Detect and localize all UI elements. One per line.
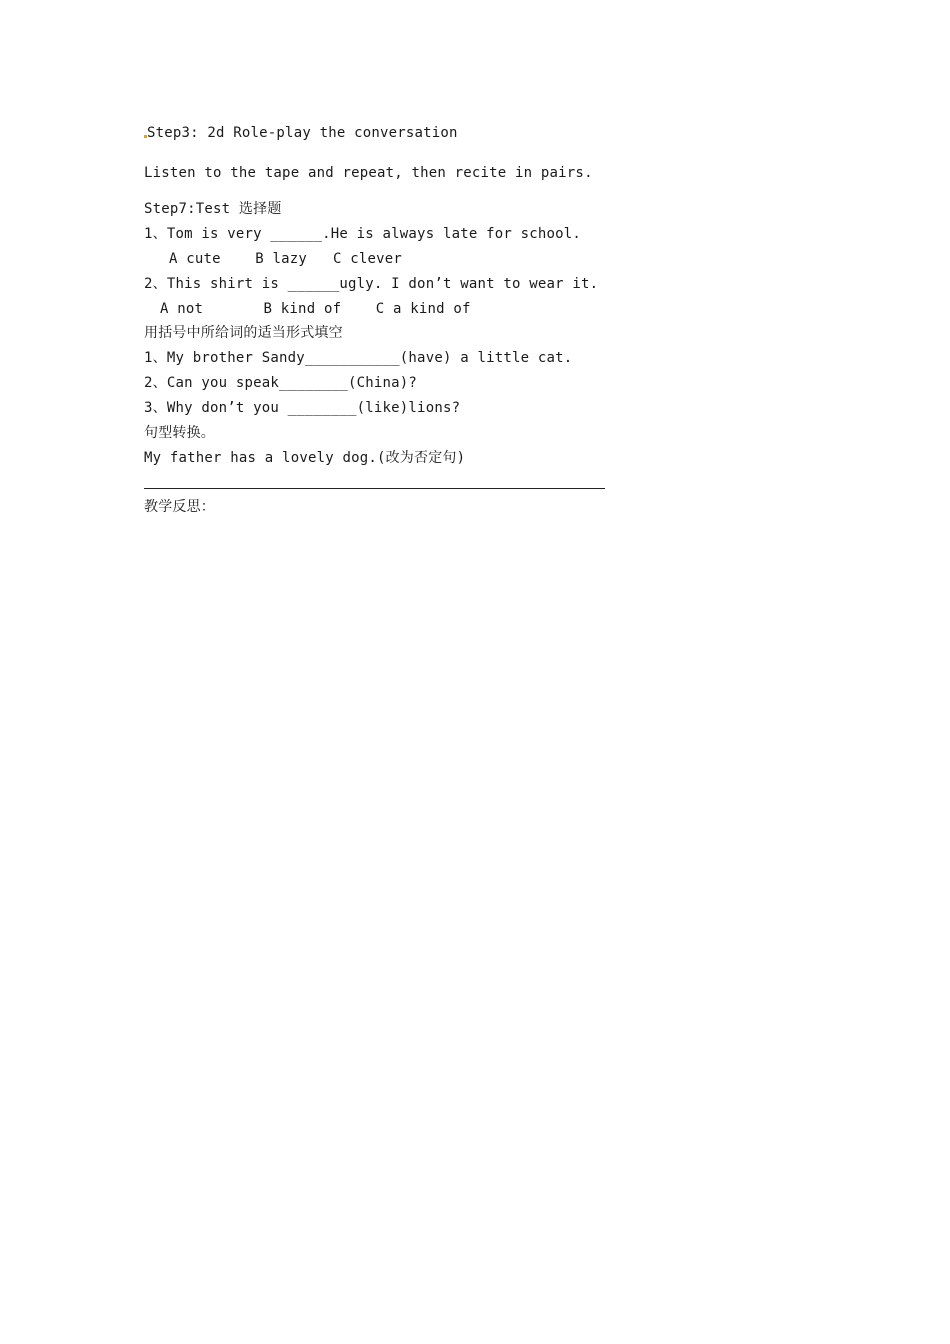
choice-question-1: 1、Tom is very ______.He is always late for school. <box>144 226 582 242</box>
fill-question-1: 1、My brother Sandy___________(have) a little cat. <box>144 350 573 366</box>
reflection-label: 教学反思： <box>144 499 215 515</box>
choice-options-1: A cute B lazy C clever <box>169 251 402 267</box>
fill-question-3: 3、Why don’t you ________(like)lions? <box>144 400 461 416</box>
transform-question: My father has a lovely dog.(改为否定句) <box>144 450 466 466</box>
step3-instruction: Listen to the tape and repeat, then recite in pairs. <box>144 165 593 181</box>
choice-question-2: 2、This shirt is ______ugly. I don’t want to wear it. <box>144 276 599 292</box>
step3-title: Step3: 2d Role-play the conversation <box>144 124 458 142</box>
choice-options-2: A not B kind of C a kind of <box>160 301 471 317</box>
fill-question-2: 2、Can you speak________(China)? <box>144 375 418 391</box>
transform-heading: 句型转换。 <box>144 425 215 441</box>
fill-heading: 用括号中所给词的适当形式填空 <box>144 325 343 341</box>
answer-line <box>144 488 605 489</box>
step7-heading: Step7:Test 选择题 <box>144 201 282 217</box>
